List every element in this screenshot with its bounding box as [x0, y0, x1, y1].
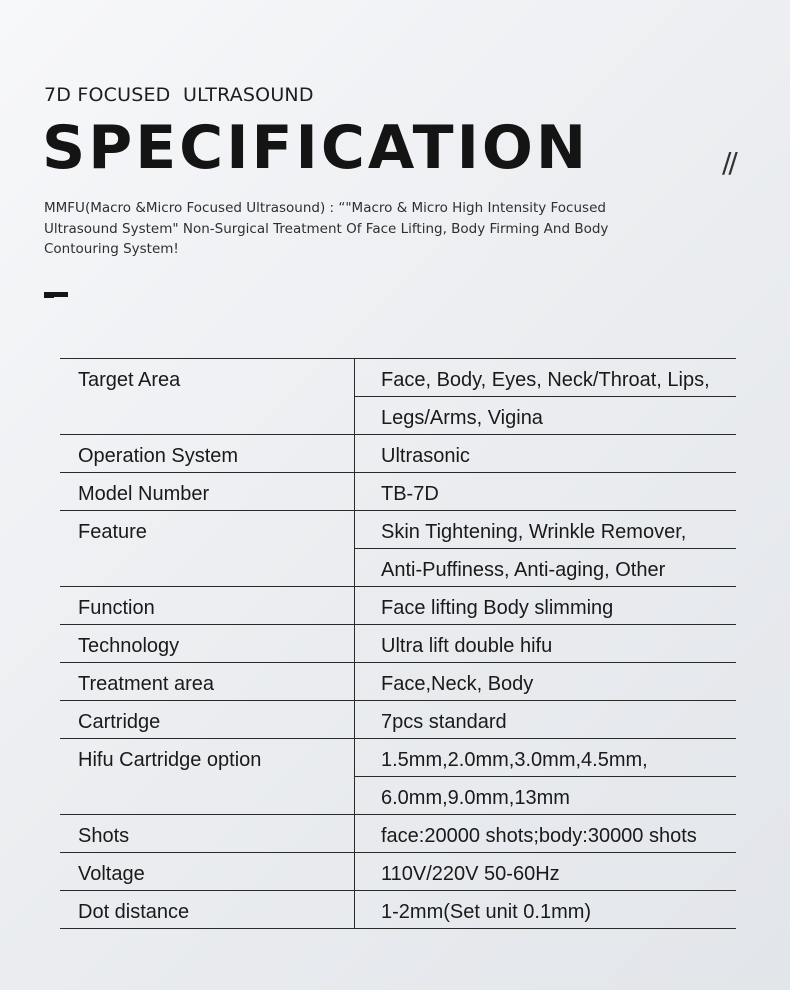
spec-value-cell [355, 625, 737, 663]
spec-value-cell [355, 473, 737, 511]
decorative-dash [44, 292, 68, 297]
spec-label: Dot distance [78, 901, 190, 923]
spec-value-cell [355, 739, 737, 815]
spec-label-cell [60, 701, 355, 739]
spec-value: Skin Tightening, Wrinkle Remover, [355, 511, 736, 549]
spec-value: face:20000 shots;body:30000 shots [381, 825, 697, 847]
spec-label: Hifu Cartridge option [78, 749, 262, 771]
header-kicker: 7D FOCUSED ULTRASOUND [44, 84, 314, 106]
spec-value: TB-7D [381, 483, 439, 505]
spec-label-cell [60, 435, 355, 473]
spec-value-cell [355, 435, 737, 473]
spec-label-cell [60, 739, 355, 815]
spec-label: Treatment area [78, 673, 214, 695]
spec-label-cell [60, 815, 355, 853]
spec-label-cell [60, 625, 355, 663]
spec-row [60, 739, 736, 815]
spec-label: Technology [78, 635, 180, 657]
spec-value-cell [355, 511, 737, 587]
spec-label: Voltage [78, 863, 145, 885]
page-title: SPECIFICATION [42, 113, 590, 183]
spec-row [60, 511, 736, 587]
spec-table [60, 358, 736, 929]
spec-value: Ultra lift double hifu [381, 635, 553, 657]
spec-value-cell [355, 891, 737, 929]
spec-label: Target Area [78, 369, 181, 391]
decorative-slashes: // [722, 146, 735, 179]
spec-label-cell [60, 511, 355, 587]
spec-value: Face lifting Body slimming [381, 597, 614, 619]
spec-value-cell [355, 359, 737, 435]
spec-value-cell [355, 815, 737, 853]
spec-value: 1.5mm,2.0mm,3.0mm,4.5mm, [355, 739, 736, 777]
spec-row [60, 663, 736, 701]
description-text: MMFU(Macro &Micro Focused Ultrasound) : “"Macro & Micro High Intensity Focused Ultrasound System" Non-Surgical Treatment Of Face Lifting, Body Firming And Body Contouring System! [44, 200, 609, 257]
spec-label: Function [78, 597, 155, 619]
spec-row [60, 815, 736, 853]
spec-label: Model Number [78, 483, 210, 505]
spec-row [60, 587, 736, 625]
spec-value-cell [355, 701, 737, 739]
spec-label-cell [60, 473, 355, 511]
spec-row [60, 473, 736, 511]
spec-label: Cartridge [78, 711, 161, 733]
spec-value: 6.0mm,9.0mm,13mm [381, 787, 570, 809]
spec-value: Ultrasonic [381, 445, 470, 467]
spec-row [60, 359, 736, 435]
spec-label: Feature [78, 521, 147, 543]
spec-value: 110V/220V 50-60Hz [381, 863, 560, 885]
spec-row [60, 853, 736, 891]
spec-label: Shots [78, 825, 130, 847]
spec-value: Legs/Arms, Vigina [381, 407, 543, 429]
spec-label-cell [60, 663, 355, 701]
spec-row [60, 435, 736, 473]
spec-value-cell [355, 587, 737, 625]
spec-value: Face,Neck, Body [381, 673, 534, 695]
spec-value: 7pcs standard [381, 711, 507, 733]
spec-value-cell [355, 853, 737, 891]
spec-label-cell [60, 359, 355, 435]
spec-value-cell [355, 663, 737, 701]
spec-label-cell [60, 587, 355, 625]
spec-row [60, 891, 736, 929]
spec-value: Face, Body, Eyes, Neck/Throat, Lips, [355, 359, 736, 397]
spec-value: Anti-Puffiness, Anti-aging, Other [381, 559, 666, 581]
spec-value: 1-2mm(Set unit 0.1mm) [381, 901, 592, 923]
spec-row [60, 701, 736, 739]
spec-label: Operation System [78, 445, 239, 467]
spec-row [60, 625, 736, 663]
spec-label-cell [60, 853, 355, 891]
spec-label-cell [60, 891, 355, 929]
